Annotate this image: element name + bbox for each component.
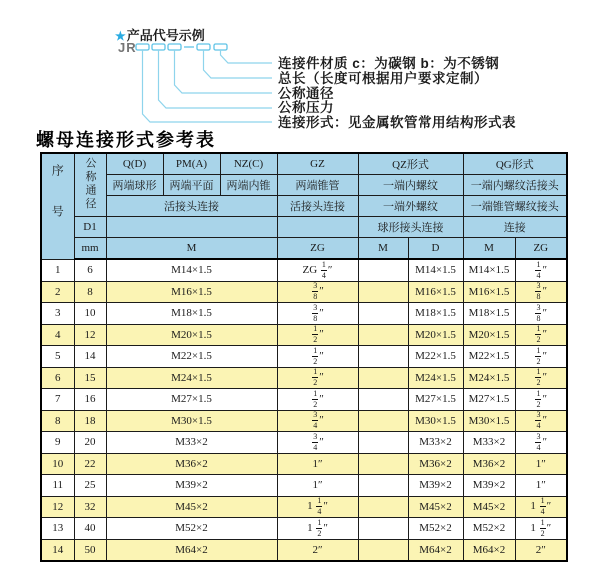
header-qg-desc2: 一端锥管螺纹接头	[463, 196, 567, 217]
cell-m: M16×1.5	[106, 281, 277, 303]
cell-no: 2	[41, 281, 74, 303]
cell-qg_zg: $\frac{3}{4}$ ″	[515, 410, 567, 432]
cell-m: M30×1.5	[106, 410, 277, 432]
cell-qg_zg: 1″	[515, 475, 567, 497]
cell-qg_zg: 1 $\frac{1}{4}$ ″	[515, 496, 567, 518]
connector-material	[221, 50, 273, 63]
code-label-length: 总长（长度可根据用户要求定制）	[278, 71, 488, 86]
header-gz-blank	[277, 217, 358, 238]
header-nominal-diameter: 公称通径	[74, 153, 106, 217]
cell-m: M52×2	[106, 518, 277, 540]
cell-dn: 20	[74, 432, 106, 454]
table-body	[41, 259, 567, 561]
cell-qg_zg: 1 $\frac{1}{2}$ ″	[515, 518, 567, 540]
cell-qg_m: M27×1.5	[463, 389, 515, 411]
cell-dn: 22	[74, 453, 106, 475]
cell-m: M14×1.5	[106, 259, 277, 281]
header-nz: NZ(C)	[220, 153, 277, 175]
header-gz-conn: 活接头连接	[277, 196, 358, 217]
cell-m: M18×1.5	[106, 303, 277, 325]
table-title: 螺母连接形式参考表	[36, 130, 216, 150]
table-row	[41, 259, 567, 281]
cell-qg_m: M24×1.5	[463, 367, 515, 389]
cell-qz_m	[358, 410, 408, 432]
code-label-material: 连接件材质 c：为碳钢 b：为不锈钢	[278, 56, 500, 71]
cell-qg_zg: $\frac{3}{8}$ ″	[515, 281, 567, 303]
table-row	[41, 453, 567, 475]
cell-no: 3	[41, 303, 74, 325]
cell-qz_d: M36×2	[408, 453, 463, 475]
header-qg-unit-zg: ZG	[515, 238, 567, 260]
header-qg-desc1: 一端内螺纹活接头	[463, 175, 567, 196]
cell-qg_m: M45×2	[463, 496, 515, 518]
cell-qg_m: M33×2	[463, 432, 515, 454]
header-gz-desc: 两端锥管	[277, 175, 358, 196]
code-heading-text: 产品代号示例	[126, 28, 205, 43]
cell-dn: 32	[74, 496, 106, 518]
cell-qg_zg: $\frac{1}{2}$ ″	[515, 324, 567, 346]
cell-qz_d: M22×1.5	[408, 346, 463, 368]
cell-gz: $\frac{1}{2}$ ″	[277, 324, 358, 346]
cell-qz_m	[358, 496, 408, 518]
cell-qg_zg: 2″	[515, 539, 567, 561]
cell-dn: 6	[74, 259, 106, 281]
cell-qg_m: M30×1.5	[463, 410, 515, 432]
cell-qz_d: M18×1.5	[408, 303, 463, 325]
cell-dn: 18	[74, 410, 106, 432]
cell-qz_d: M30×1.5	[408, 410, 463, 432]
cell-qz_m	[358, 346, 408, 368]
header-q: Q(D)	[106, 153, 163, 175]
cell-dn: 10	[74, 303, 106, 325]
cell-qg_zg: $\frac{1}{2}$ ″	[515, 367, 567, 389]
cell-gz: $\frac{3}{4}$ ″	[277, 432, 358, 454]
cell-no: 12	[41, 496, 74, 518]
cell-qz_m	[358, 389, 408, 411]
cell-no: 6	[41, 367, 74, 389]
cell-qg_m: M18×1.5	[463, 303, 515, 325]
header-qz-desc2: 一端外螺纹	[358, 196, 463, 217]
cell-dn: 16	[74, 389, 106, 411]
code-label-diameter: 公称通径	[278, 86, 334, 101]
cell-m: M33×2	[106, 432, 277, 454]
connector-diameter	[175, 50, 273, 93]
header-qz-desc1: 一端内螺纹	[358, 175, 463, 196]
header-qpn-blank	[106, 217, 277, 238]
cell-dn: 8	[74, 281, 106, 303]
header-qg-unit-m: M	[463, 238, 515, 260]
cell-no: 7	[41, 389, 74, 411]
cell-qz_d: M27×1.5	[408, 389, 463, 411]
table-row	[41, 303, 567, 325]
code-label-pressure: 公称压力	[278, 100, 334, 115]
cell-qz_m	[358, 475, 408, 497]
cell-dn: 40	[74, 518, 106, 540]
cell-dn: 14	[74, 346, 106, 368]
cell-qz_d: M24×1.5	[408, 367, 463, 389]
cell-gz: $\frac{1}{2}$ ″	[277, 367, 358, 389]
code-label-form: 连接形式：见金属软管常用结构形式表	[278, 115, 516, 130]
table-row	[41, 496, 567, 518]
table-row	[41, 281, 567, 303]
cell-qg_m: M52×2	[463, 518, 515, 540]
table-row	[41, 475, 567, 497]
cell-qg_zg: $\frac{1}{2}$ ″	[515, 389, 567, 411]
cell-qz_m	[358, 453, 408, 475]
code-box-5	[214, 44, 227, 50]
cell-gz: $\frac{1}{2}$ ″	[277, 389, 358, 411]
cell-no: 13	[41, 518, 74, 540]
cell-dn: 25	[74, 475, 106, 497]
header-d1: D1	[74, 217, 106, 238]
cell-qz_d: M16×1.5	[408, 281, 463, 303]
cell-qz_m	[358, 303, 408, 325]
cell-no: 4	[41, 324, 74, 346]
cell-qg_m: M14×1.5	[463, 259, 515, 281]
table-row	[41, 346, 567, 368]
header-qpn-conn: 活接头连接	[106, 196, 277, 217]
table-row	[41, 539, 567, 561]
header-qz-unit-m: M	[358, 238, 408, 260]
cell-gz: $\frac{3}{8}$ ″	[277, 303, 358, 325]
cell-m: M36×2	[106, 453, 277, 475]
cell-m: M24×1.5	[106, 367, 277, 389]
cell-qz_m	[358, 432, 408, 454]
cell-qz_m	[358, 281, 408, 303]
cell-qz_d: M33×2	[408, 432, 463, 454]
cell-qz_d: M20×1.5	[408, 324, 463, 346]
star-icon: ★	[115, 29, 126, 43]
header-mm: mm	[74, 238, 106, 260]
cell-no: 5	[41, 346, 74, 368]
table-row	[41, 410, 567, 432]
cell-qz_m	[358, 367, 408, 389]
code-box-2	[152, 44, 165, 50]
cell-gz: 2″	[277, 539, 358, 561]
cell-m: M22×1.5	[106, 346, 277, 368]
cell-qz_m	[358, 539, 408, 561]
cell-qg_m: M22×1.5	[463, 346, 515, 368]
cell-qg_zg: 1″	[515, 453, 567, 475]
cell-gz: 1″	[277, 475, 358, 497]
cell-m: M39×2	[106, 475, 277, 497]
cell-no: 8	[41, 410, 74, 432]
code-prefix: JR	[118, 40, 137, 55]
cell-qz_d: M14×1.5	[408, 259, 463, 281]
cell-qg_m: M36×2	[463, 453, 515, 475]
cell-no: 11	[41, 475, 74, 497]
header-q-desc: 两端球形	[106, 175, 163, 196]
cell-qz_m	[358, 518, 408, 540]
cell-no: 10	[41, 453, 74, 475]
cell-dn: 15	[74, 367, 106, 389]
header-qz-unit-d: D	[408, 238, 463, 260]
nut-connection-table	[40, 152, 568, 562]
table-row	[41, 324, 567, 346]
header-qpn-unit: M	[106, 238, 277, 260]
header-gz: GZ	[277, 153, 358, 175]
cell-no: 1	[41, 259, 74, 281]
connector-group	[143, 50, 273, 122]
cell-qg_m: M64×2	[463, 539, 515, 561]
cell-gz: ZG $\frac{1}{4}$ ″	[277, 259, 358, 281]
connector-length	[204, 50, 273, 78]
cell-gz: 1 $\frac{1}{4}$ ″	[277, 496, 358, 518]
header-qz-conn: 球形接头连接	[358, 217, 463, 238]
cell-qz_m	[358, 324, 408, 346]
cell-dn: 12	[74, 324, 106, 346]
cell-qz_m	[358, 259, 408, 281]
cell-qg_zg: $\frac{1}{2}$ ″	[515, 346, 567, 368]
cell-qz_d: M64×2	[408, 539, 463, 561]
table-row	[41, 518, 567, 540]
cell-qg_zg: $\frac{3}{8}$ ″	[515, 303, 567, 325]
header-pm: PM(A)	[163, 153, 220, 175]
cell-gz: 1″	[277, 453, 358, 475]
connector-form	[143, 50, 273, 122]
header-gz-unit: ZG	[277, 238, 358, 260]
cell-qg_m: M39×2	[463, 475, 515, 497]
header-nz-desc: 两端内锥	[220, 175, 277, 196]
header-qg-conn: 连接	[463, 217, 567, 238]
header-qz: QZ形式	[358, 153, 463, 175]
header-pm-desc: 两端平面	[163, 175, 220, 196]
table-header	[41, 153, 567, 259]
cell-qg_m: M20×1.5	[463, 324, 515, 346]
cell-no: 9	[41, 432, 74, 454]
cell-gz: $\frac{3}{4}$ ″	[277, 410, 358, 432]
cell-qz_d: M39×2	[408, 475, 463, 497]
cell-qz_d: M52×2	[408, 518, 463, 540]
cell-qg_m: M16×1.5	[463, 281, 515, 303]
cell-qg_zg: $\frac{1}{4}$ ″	[515, 259, 567, 281]
table-row	[41, 367, 567, 389]
code-box-3	[168, 44, 181, 50]
cell-gz: $\frac{1}{2}$ ″	[277, 346, 358, 368]
header-qg: QG形式	[463, 153, 567, 175]
cell-m: M27×1.5	[106, 389, 277, 411]
cell-m: M64×2	[106, 539, 277, 561]
code-box-group	[136, 44, 227, 50]
cell-gz: $\frac{3}{8}$ ″	[277, 281, 358, 303]
cell-gz: 1 $\frac{1}{2}$ ″	[277, 518, 358, 540]
connector-pressure	[159, 50, 273, 108]
code-box-4	[197, 44, 210, 50]
table-row	[41, 432, 567, 454]
cell-qz_d: M45×2	[408, 496, 463, 518]
cell-dn: 50	[74, 539, 106, 561]
cell-m: M45×2	[106, 496, 277, 518]
cell-m: M20×1.5	[106, 324, 277, 346]
cell-no: 14	[41, 539, 74, 561]
header-serial: 序号	[41, 153, 74, 259]
table-row	[41, 389, 567, 411]
code-box-1	[136, 44, 149, 50]
cell-qg_zg: $\frac{3}{4}$ ″	[515, 432, 567, 454]
